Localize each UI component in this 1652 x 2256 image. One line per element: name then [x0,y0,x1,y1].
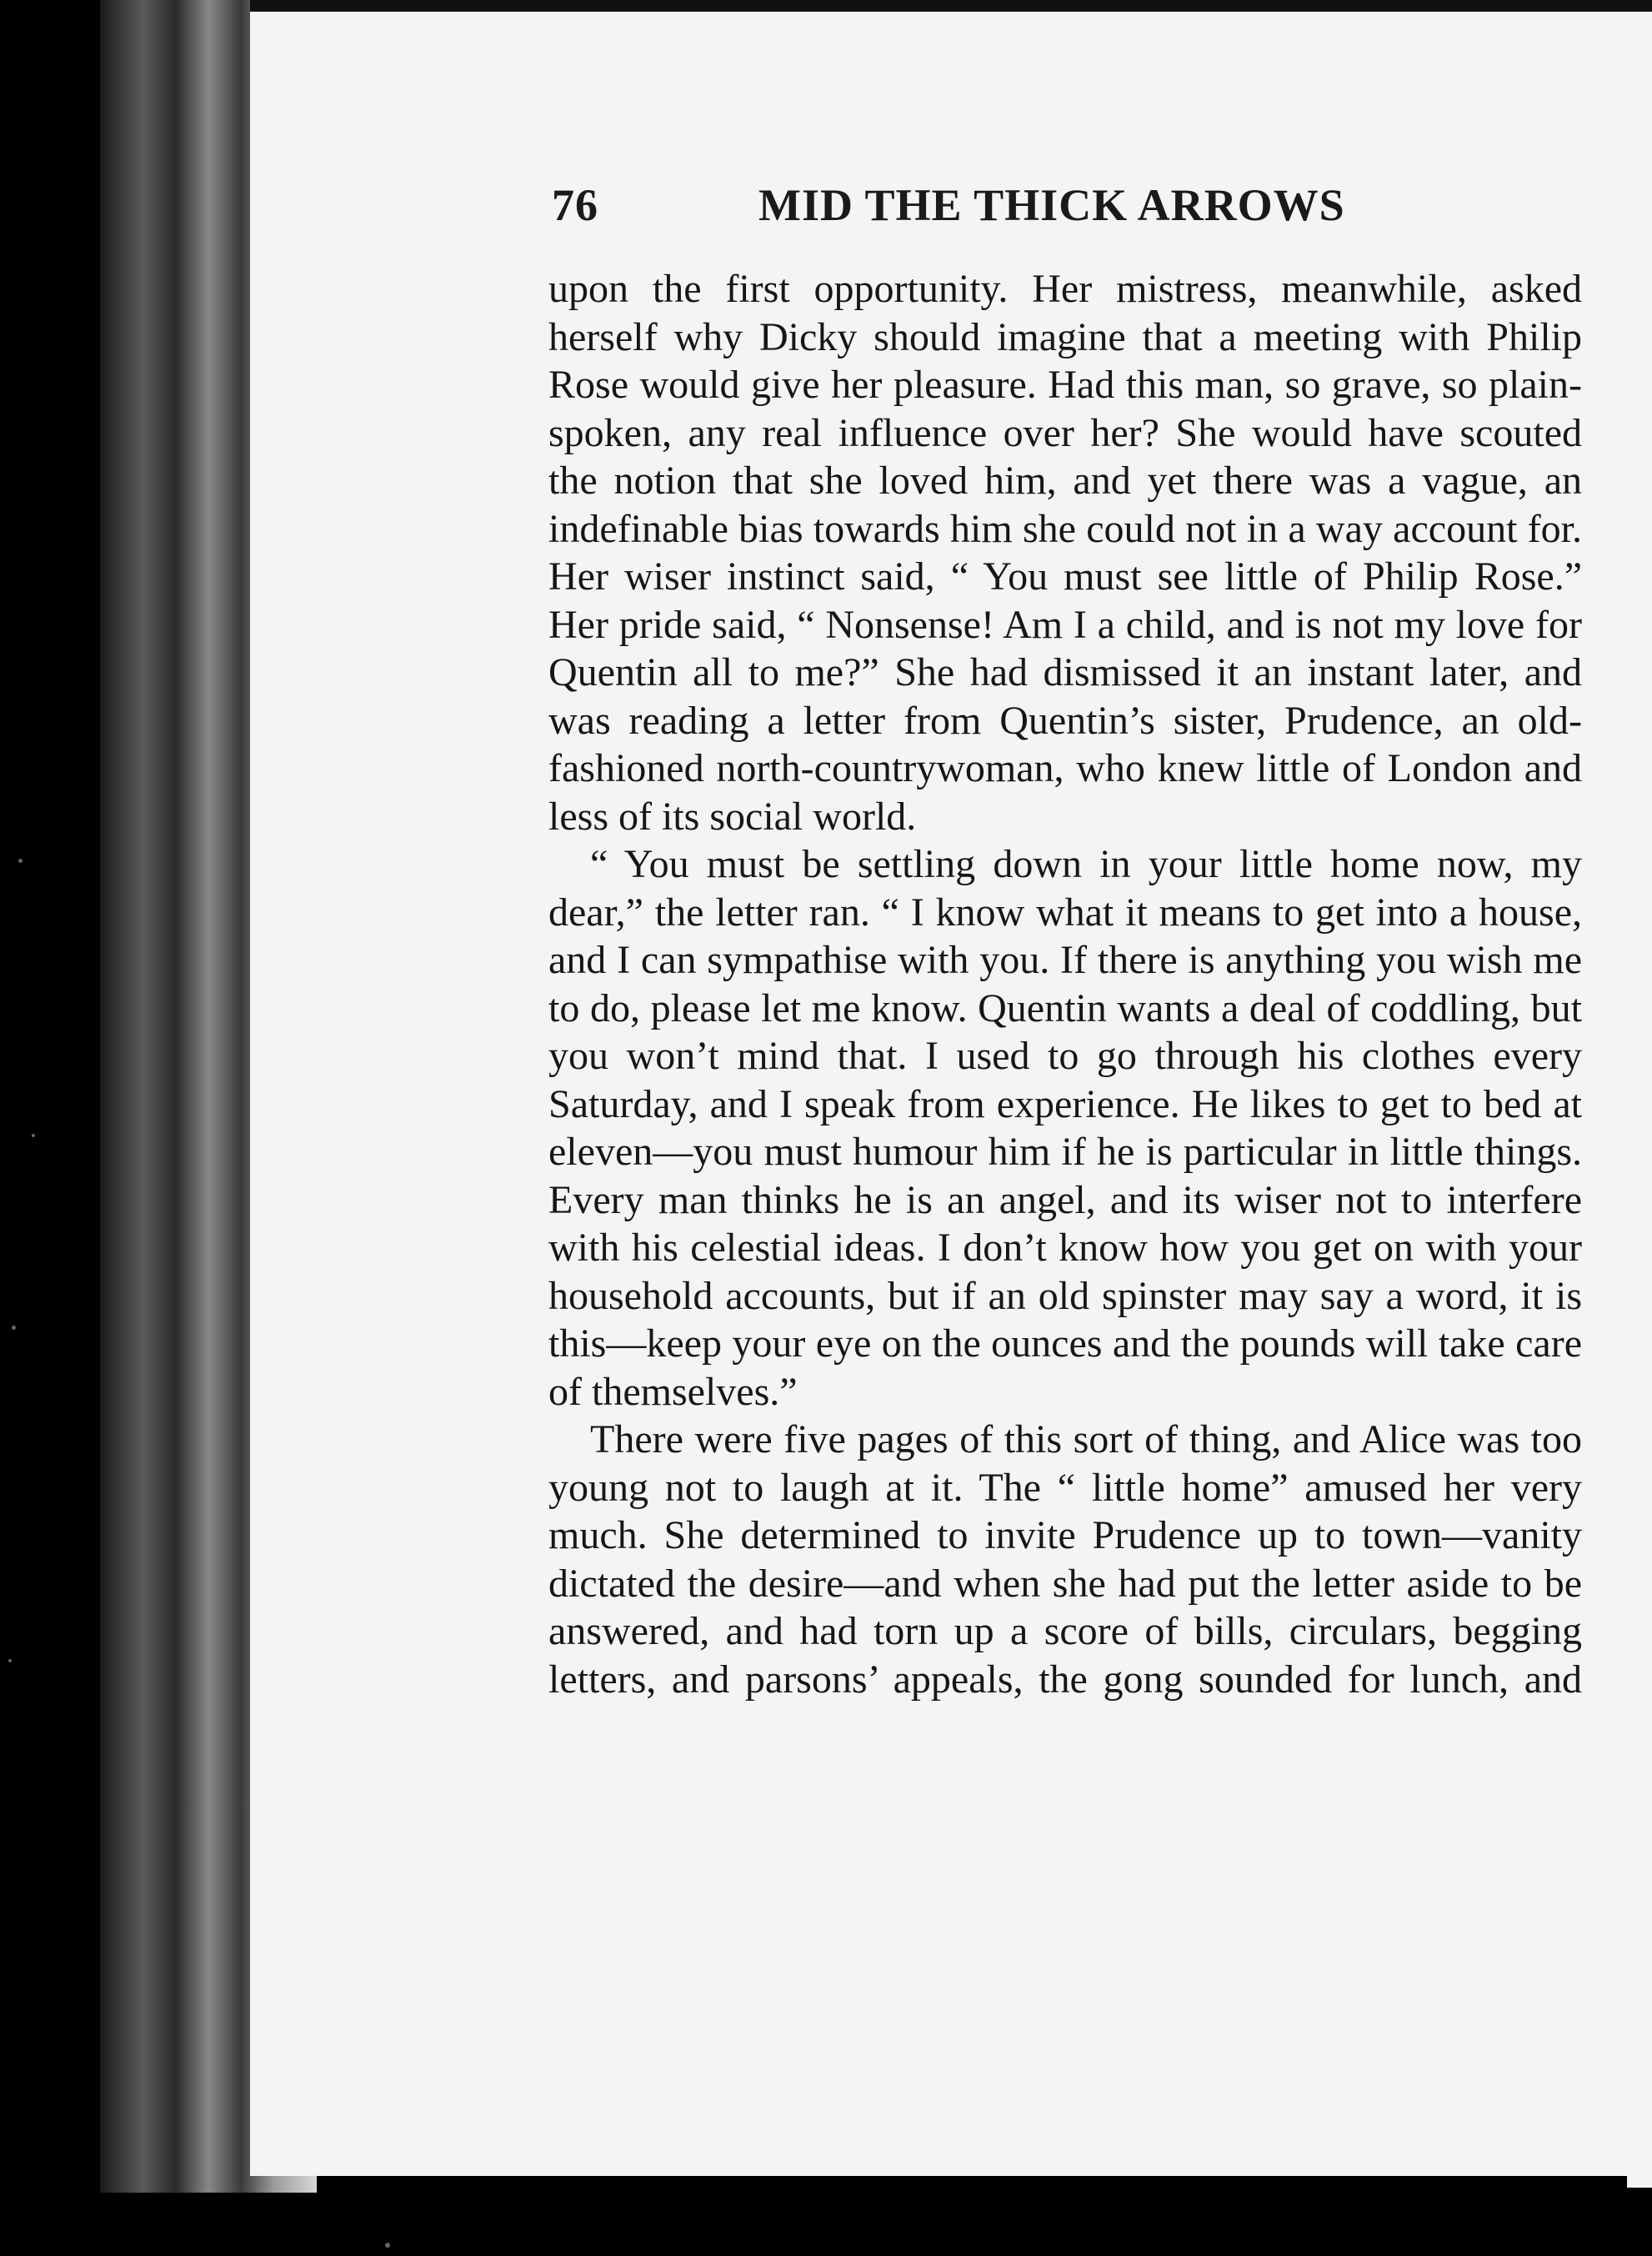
scan-speck [8,1659,12,1662]
paragraph: “ You must be settling down in your little home now, my dear,” the letter ran. “ I know what it means to get into a house, and I can sympathise with you. If there is anything you wish me to do, please let me know. Quentin wants a deal of coddling, but you won’t mind that. I used to go through his clothes every Saturday, and I speak from experience. He likes to get to bed at eleven—you must humour him if he is particular in little things. Every man thinks he is an angel, and its wiser not to interfere with his celestial ideas. I don’t know how you get on with your household accounts, but if an old spinster may say a word, it is this—keep your eye on the ounces and the pounds will take care of themselves.” [548,842,1582,1414]
page-header [552,179,1427,238]
page-right-margin [1627,12,1652,2188]
scan-speck [18,859,23,863]
scan-speck [385,2243,390,2248]
body-text [548,265,1582,1703]
running-title: MID THE THICK ARROWS [758,180,1345,230]
paragraph: upon the first opportunity. Her mistress, meanwhile, asked herself why Dicky should imagine that a meeting with Philip Rose would give her pleasure. Had this man, so grave, so plain-spoken, any real influence over her? She would have scouted the notion that she loved him, and yet there was a vague, an indefinable bias towards him she could not in a way account for. Her wiser instinct said, “ You must see little of Philip Rose.” Her pride said, “ Nonsense! Am I a child, and is not my love for Quentin all to me?” She had dismissed it an instant later, and was reading a letter from Quentin’s sister, Prudence, an old-fashioned north-countrywoman, who knew little of London and less of its social world. [548,267,1582,839]
scan-speck [32,1134,35,1137]
page-number: 76 [552,180,598,230]
paragraph: There were five pages of this sort of thing, and Alice was too young not to laugh at it. The “ little home” amused her very much. She determined to invite Prudence up to town—vanity dictated the desire—and when she had put the letter aside to be answered, and had torn up a score of bills, circulars, begging letters, and parsons’ appeals, the gong sounded for lunch, and [548,1417,1582,1702]
scan-speck [12,1326,16,1330]
